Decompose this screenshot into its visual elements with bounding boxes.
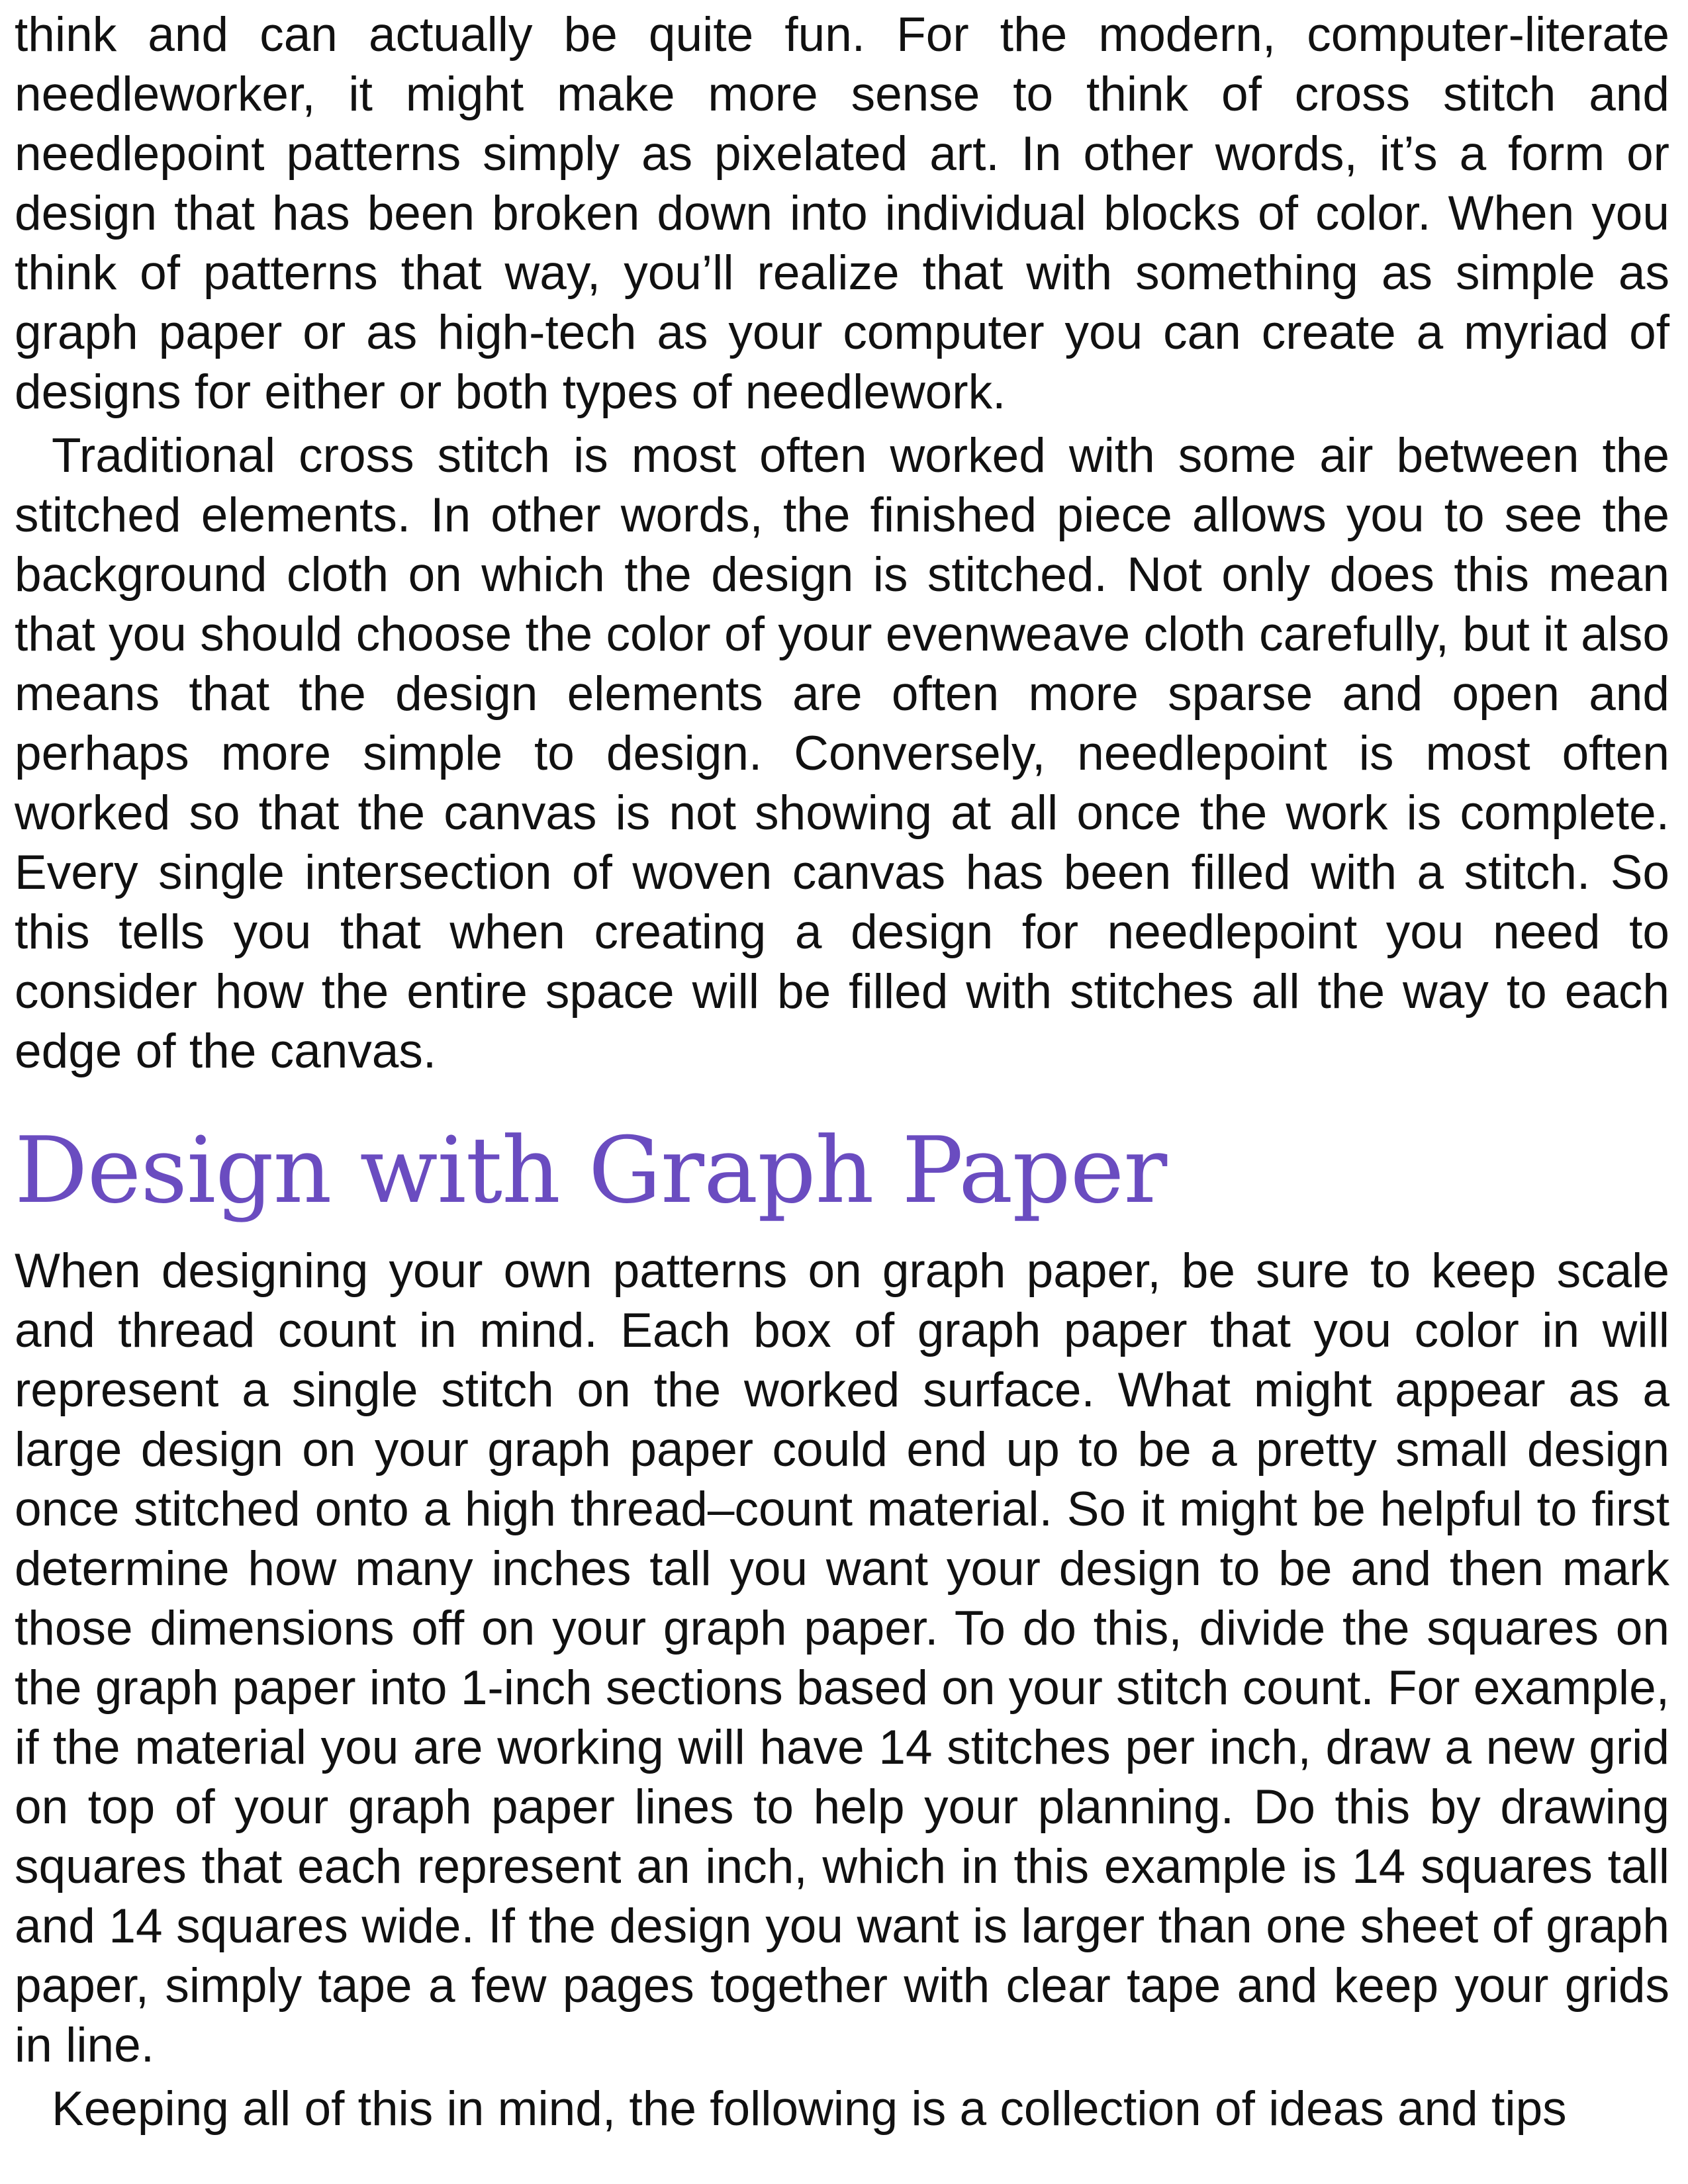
body-paragraph-1: think and can actually be quite fun. For the modern, computer-literate needleworker, it might make more sense to think of cross stitch and needlepoint patterns simply as pixelated art. In other words, it’s a form or design that has been broken down into individual blocks of color. When you think of patterns that way, you’ll realize that with something as simple as graph paper or as high-tech as your computer you can create a myriad of designs for either or both types of needlework.	[15, 8, 1669, 419]
body-paragraph-2: Traditional cross stitch is most often worked with some air between the stitched elements. In other words, the finished piece allows you to see the background cloth on which the design is stitched. Not only does this mean that you should choose the color of your evenweave cloth carefully, but it also means that the design elements are often more sparse and open and perhaps more simple to design. Conversely, needlepoint is most often worked so that the canvas is not showing at all once the work is complete. Every single intersection of woven canvas has been filled with a stitch. So this tells you that when creating a design for needlepoint you need to consider how the entire space will be filled with stitches all the way to each edge of the canvas.	[15, 429, 1669, 1078]
section-heading: Design with Graph Paper	[15, 1117, 1167, 1224]
body-paragraph-4: Keeping all of this in mind, the following is a collection of ideas and tips	[52, 2082, 1567, 2136]
body-paragraph-3: When designing your own patterns on graph paper, be sure to keep scale and thread count in mind. Each box of graph paper that you color in will represent a single stitch on the worked surface. What might appear as a large design on your graph paper could end up to be a pretty small design once stitched onto a high thread–count material. So it might be helpful to first determine how many inches tall you want your design to be and then mark those dimensions off on your graph paper. To do this, divide the squares on the graph paper into 1-inch sections based on your stitch count. For example, if the material you are working will have 14 stitches per inch, draw a new grid on top of your graph paper lines to help your planning. Do this by drawing squares that each represent an inch, which in this example is 14 squares tall and 14 squares wide. If the design you want is larger than one sheet of graph paper, simply tape a few pages together with clear tape and keep your grids in line.	[15, 1244, 1669, 2072]
